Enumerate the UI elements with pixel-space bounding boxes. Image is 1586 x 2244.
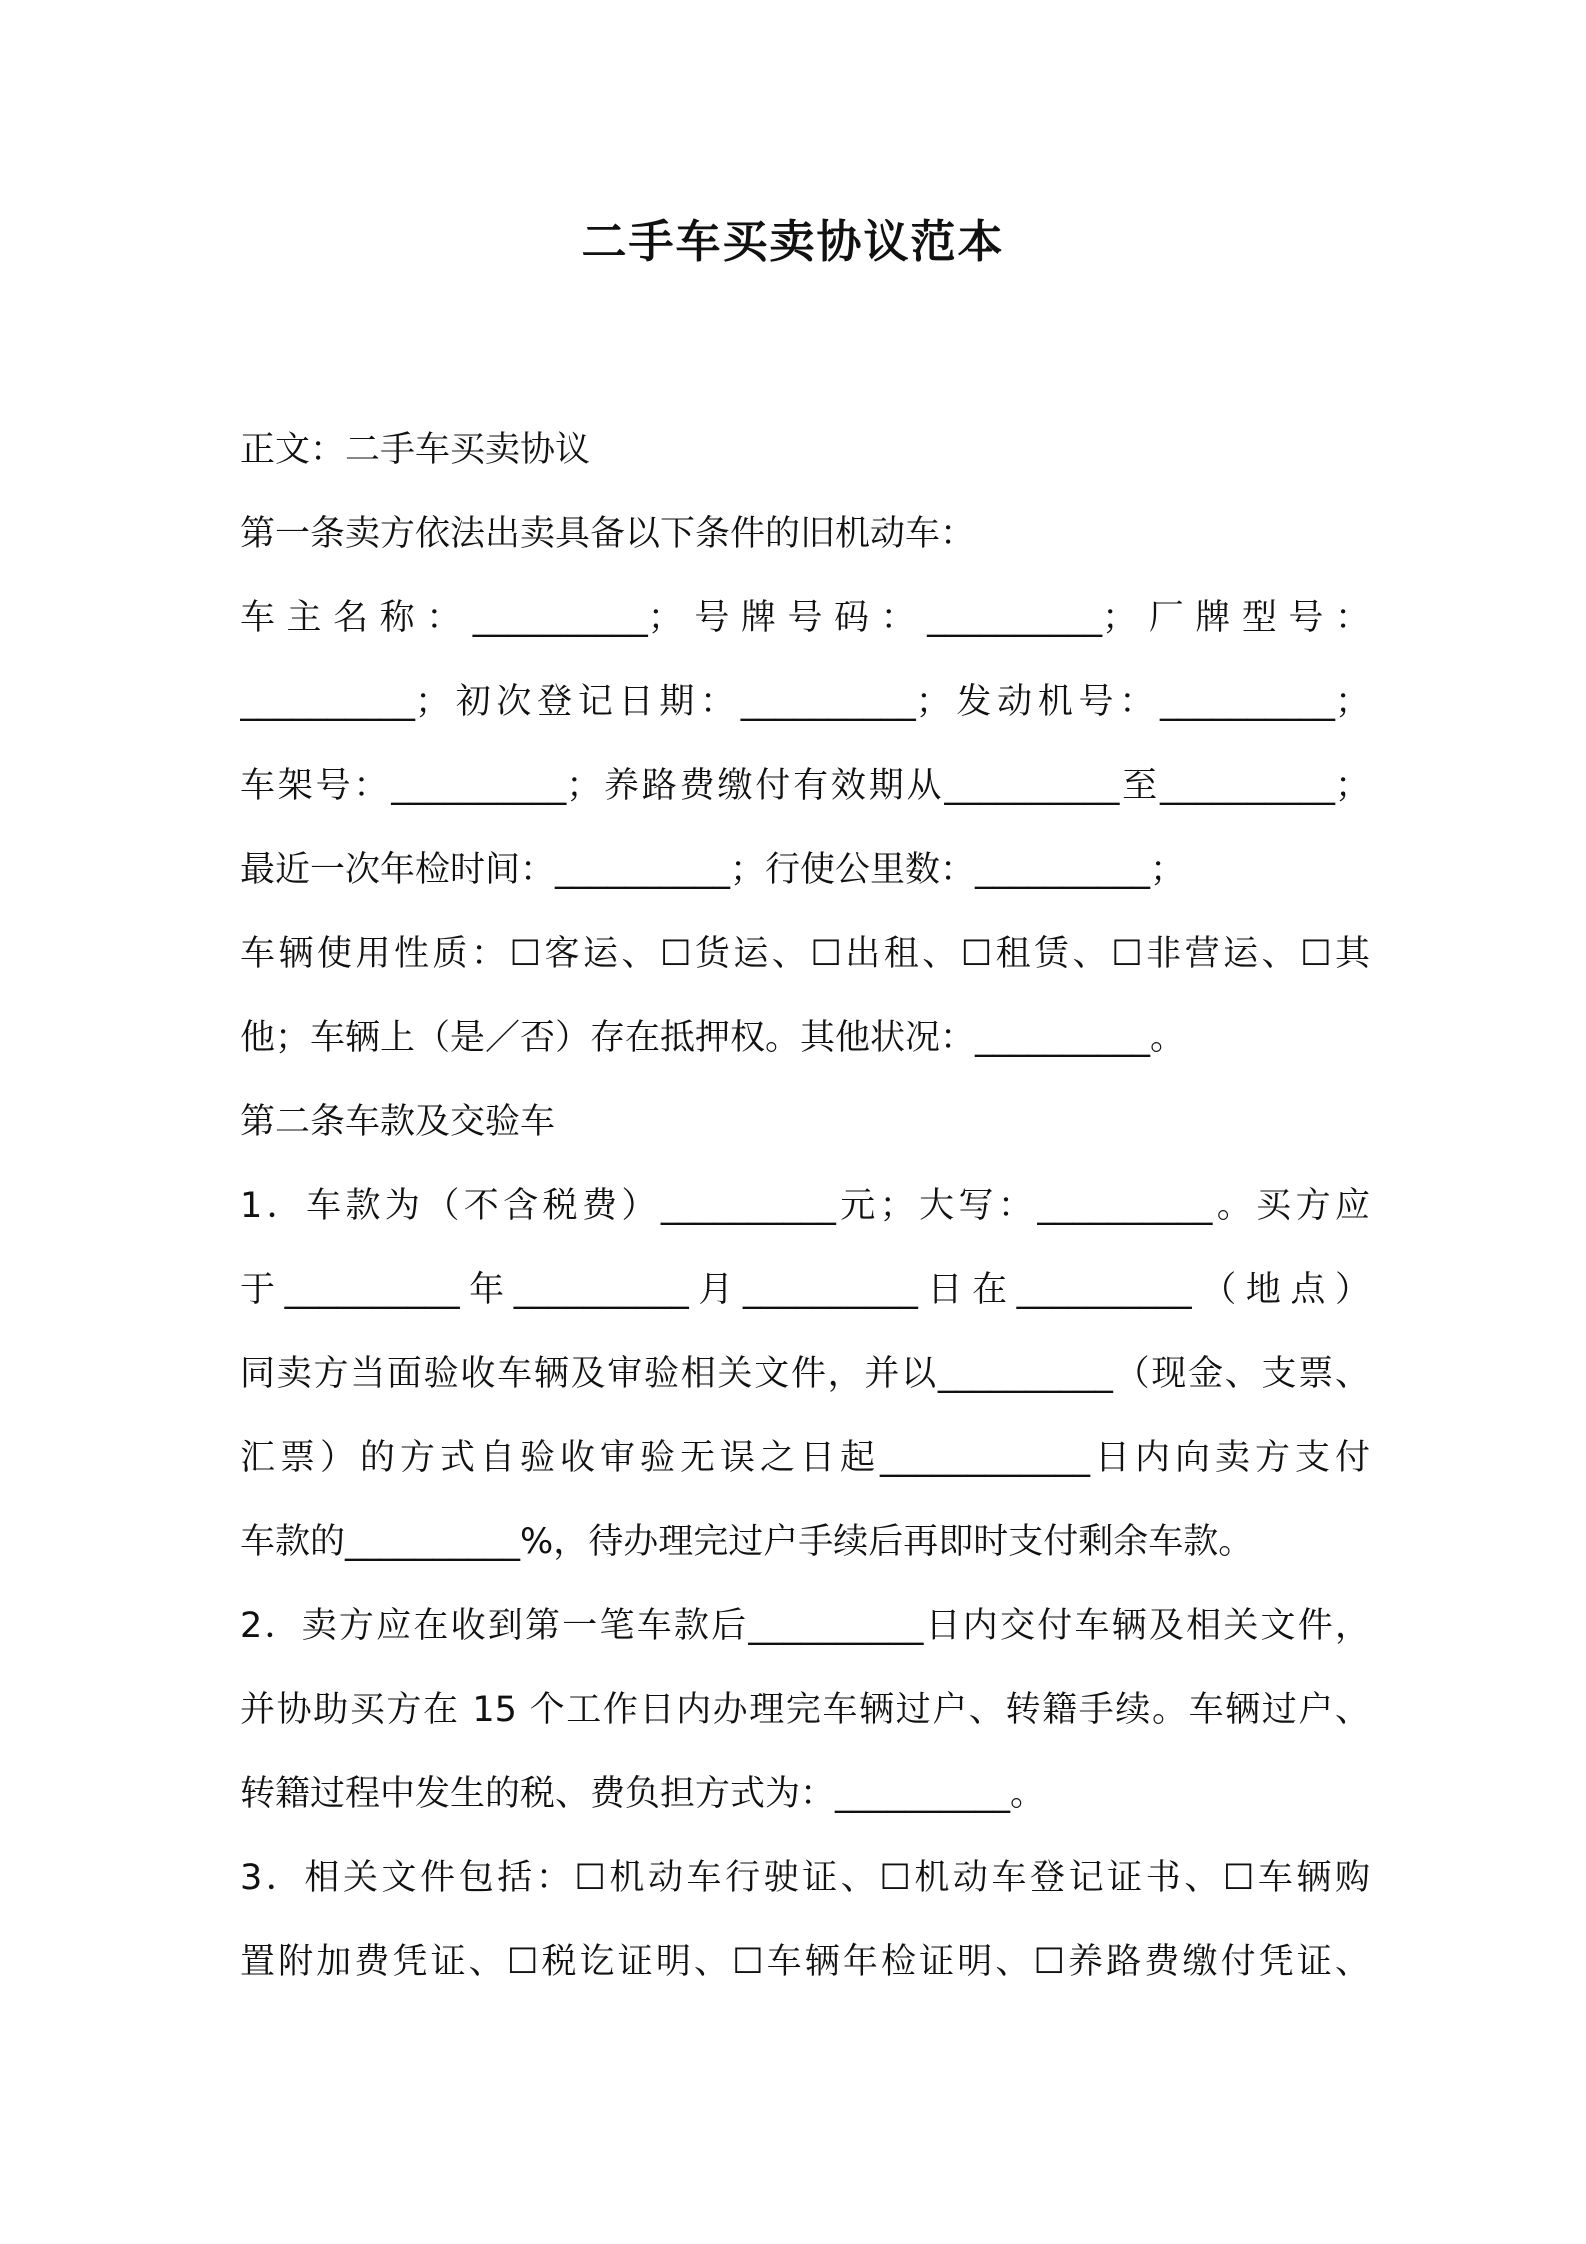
body-line: 最近一次年检时间：__________；行使公里数：__________； bbox=[240, 850, 1186, 890]
body-line: 车架号：__________；养路费缴付有效期从__________至__________； bbox=[240, 766, 1370, 806]
document-body bbox=[240, 408, 1370, 2004]
body-line: 转籍过程中发生的税、费负担方式为：__________。 bbox=[240, 1774, 1046, 1814]
body-line: 同卖方当面验收车辆及审验相关文件，并以__________（现金、支票、 bbox=[240, 1354, 1370, 1394]
document-title: 二手车买卖协议范本 bbox=[581, 215, 1005, 268]
body-line: 于__________年__________月__________日在__________（地点） bbox=[240, 1270, 1370, 1310]
body-line-article-2: 第二条车款及交验车 bbox=[240, 1102, 556, 1142]
body-line: __________；初次登记日期：__________；发动机号：__________； bbox=[240, 682, 1370, 722]
body-line-article-1: 第一条卖方依法出卖具备以下条件的旧机动车： bbox=[240, 514, 976, 554]
body-line: 2．卖方应在收到第一笔车款后__________日内交付车辆及相关文件， bbox=[240, 1606, 1370, 1646]
body-line: 车款的__________%，待办理完过户手续后再即时支付剩余车款。 bbox=[240, 1522, 1254, 1562]
body-line: 置附加费凭证、☐税讫证明、☐车辆年检证明、☐养路费缴付凭证、 bbox=[240, 1942, 1370, 1982]
body-line: 汇票）的方式自验收审验无误之日起____________日内向卖方支付 bbox=[240, 1438, 1370, 1478]
body-line: 3．相关文件包括：☐机动车行驶证、☐机动车登记证书、☐车辆购 bbox=[240, 1858, 1370, 1898]
body-line: 车主名称：__________；号牌号码：__________；厂牌型号： bbox=[240, 598, 1370, 638]
body-line: 1．车款为（不含税费）__________元；大写：__________。买方应 bbox=[240, 1186, 1370, 1226]
body-line: 他；车辆上（是／否）存在抵押权。其他状况：__________。 bbox=[240, 1018, 1186, 1058]
body-line-heading: 正文：二手车买卖协议 bbox=[240, 430, 591, 470]
body-line: 并协助买方在 15 个工作日内办理完车辆过户、转籍手续。车辆过户、 bbox=[240, 1690, 1370, 1730]
body-line: 车辆使用性质：☐客运、☐货运、☐出租、☐租赁、☐非营运、☐其 bbox=[240, 934, 1370, 974]
